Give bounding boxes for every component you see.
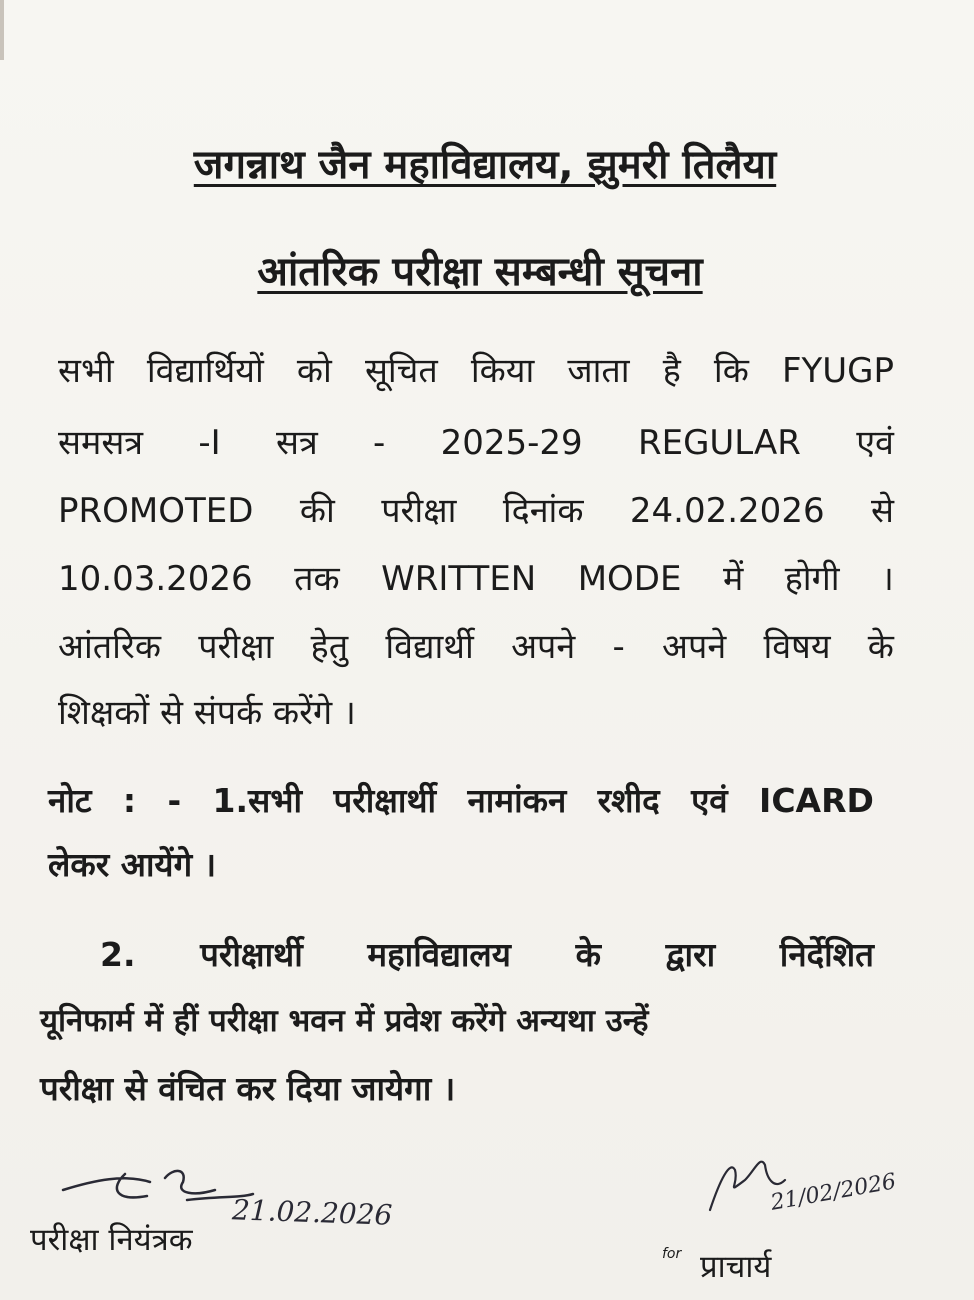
word: अपने <box>511 627 576 667</box>
word: 24.02.2026 <box>629 491 825 531</box>
college-name: जगन्नाथ जैन महाविद्यालय, झुमरी तिलैया <box>193 142 777 188</box>
word: अपने <box>662 627 727 667</box>
word: । <box>881 559 894 599</box>
word: 2025-29 <box>440 423 583 463</box>
word: - <box>167 781 182 820</box>
body-line <box>58 492 894 531</box>
word: दिनांक <box>502 491 584 531</box>
word: से <box>871 491 894 531</box>
word: एवं <box>856 423 894 463</box>
body-line <box>58 628 894 667</box>
word: जाता <box>567 351 630 391</box>
word: सभी <box>58 351 114 391</box>
word: है <box>662 351 681 391</box>
word: नामांकन <box>467 781 567 820</box>
word: परीक्षा <box>198 627 274 667</box>
note-line: परीक्षा से वंचित कर दिया जायेगा । <box>40 1069 456 1108</box>
principal-label: प्राचार्य <box>700 1249 772 1285</box>
word: - <box>612 627 625 667</box>
word: REGULAR <box>637 423 801 463</box>
word: WRITTEN <box>381 559 537 599</box>
word: विद्यार्थी <box>385 627 474 667</box>
word: 1.सभी <box>212 781 303 820</box>
word: के <box>867 627 894 667</box>
notice-title: आंतरिक परीक्षा सम्बन्धी सूचना <box>257 249 703 295</box>
word: परीक्षार्थी <box>333 781 437 820</box>
controller-signature <box>55 1160 255 1220</box>
word: -I <box>198 423 221 463</box>
principal-date: 21/02/2026 <box>768 1169 899 1216</box>
word: PROMOTED <box>58 491 254 531</box>
paper-edge <box>0 0 4 60</box>
word: ICARD <box>759 781 874 820</box>
word: MODE <box>577 559 682 599</box>
word: नोट <box>48 781 92 820</box>
word: किया <box>470 351 535 391</box>
word: विद्यार्थियों <box>146 351 264 391</box>
word: FYUGP <box>781 351 894 391</box>
word: होगी <box>784 559 840 599</box>
note-line: लेकर आयेंगे । <box>48 845 217 884</box>
word: सत्र <box>275 423 318 463</box>
word: हेतु <box>310 627 349 667</box>
word: की <box>299 491 335 531</box>
word: में <box>722 559 744 599</box>
controller-date: 21.02.2026 <box>231 1193 393 1232</box>
word: आंतरिक <box>58 627 161 667</box>
word: 2. <box>100 935 136 974</box>
word: 10.03.2026 <box>58 559 253 599</box>
word: - <box>373 423 386 463</box>
word: तक <box>294 559 340 599</box>
word: कि <box>713 351 749 391</box>
word: विषय <box>763 627 831 667</box>
note-line <box>48 782 874 820</box>
word: महाविद्यालय <box>367 935 511 974</box>
word: के <box>575 935 601 974</box>
body-line <box>58 560 894 599</box>
word: निर्देशित <box>779 935 874 974</box>
body-line: शिक्षकों से संपर्क करेंगे । <box>58 693 356 733</box>
body-line <box>58 424 894 463</box>
word: एवं <box>691 781 728 820</box>
word: रशीद <box>597 781 660 820</box>
for-mark: for <box>662 1246 682 1262</box>
word: परीक्षा <box>381 491 457 531</box>
word: द्वारा <box>665 935 716 974</box>
word: : <box>122 781 137 820</box>
note-line: यूनिफार्म में हीं परीक्षा भवन में प्रवेश करेंगे अन्यथा उन्हें <box>40 1003 649 1039</box>
word: परीक्षार्थी <box>200 935 303 974</box>
word: को <box>296 351 332 391</box>
word: समसत्र <box>58 423 144 463</box>
word: सूचित <box>364 351 438 391</box>
body-line <box>58 352 894 391</box>
note-line <box>100 936 874 974</box>
controller-label: परीक्षा नियंत्रक <box>30 1222 193 1258</box>
